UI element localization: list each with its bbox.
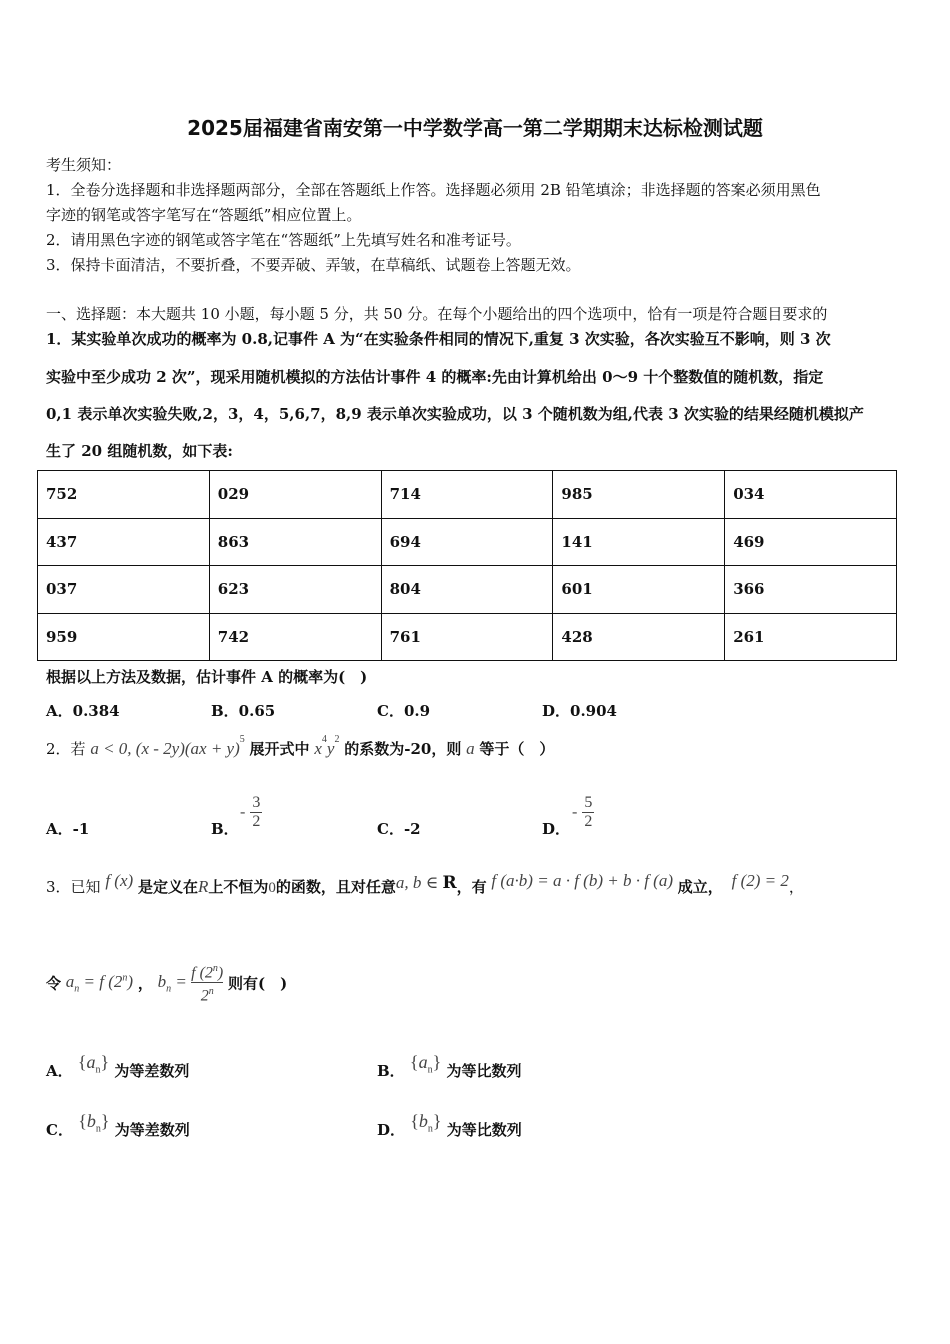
q2-exponent: 5 [239, 734, 245, 745]
den-text: 2 [200, 987, 209, 1005]
denominator: 2 [252, 813, 261, 830]
q3-sep: ， [137, 974, 153, 993]
notice-item-1a: 1．全卷分选择题和非选择题两部分，全部在答题纸上作答。选择题必须用 2B 铅笔填涂；非选择题的答案必须用黑色 [46, 181, 821, 199]
q2-option-c: C．-2 [377, 820, 421, 838]
notice-header: 考生须知： [46, 156, 122, 174]
page-title: 2025届福建省南安第一中学数学高一第二学期期末达标检测试题 [187, 116, 763, 140]
table-row [38, 613, 897, 661]
table-cell: 428 [553, 613, 725, 661]
table-cell: 985 [553, 471, 725, 519]
table-cell: 694 [381, 518, 553, 566]
denominator: 2 [584, 813, 593, 830]
q2-suffix: 的系数为-20，则 [344, 740, 462, 758]
table-row [38, 518, 897, 566]
q3-option-a [46, 1052, 190, 1084]
sequence-b: $\{b_n\}$ [78, 1111, 110, 1135]
q2-term-y: y [326, 739, 335, 758]
subscript-n: n [95, 1064, 101, 1076]
q2-term-x: x [314, 739, 322, 758]
table-cell: 261 [725, 613, 897, 661]
q3-let: 令 [46, 974, 62, 993]
q3-text-2: 上不恒为 [208, 878, 269, 896]
table-cell: 761 [381, 613, 553, 661]
bn-eq: = [171, 971, 192, 991]
minus-sign: - [572, 803, 578, 821]
q2-option-b-label: B． [211, 820, 239, 838]
q3-option-b [377, 1052, 522, 1084]
q3-equation: f (a·b) = a · f (b) + b · f (a) [491, 871, 674, 890]
q3-option-c [46, 1111, 190, 1143]
q2-option-b-value [240, 794, 262, 831]
sequence-a: $\{a_n\}$ [409, 1052, 442, 1076]
table-row [38, 471, 897, 519]
num-text: f (2 [191, 964, 213, 982]
random-number-table [37, 470, 897, 661]
q3-option-d [377, 1111, 522, 1143]
q3-an [65, 971, 134, 995]
numerator [191, 960, 223, 982]
q3-text-4: ，有 [456, 878, 487, 896]
q3-stem [46, 871, 804, 897]
q3-definition [46, 960, 287, 1020]
q2-stem [46, 734, 555, 759]
subscript-n: n [74, 983, 80, 995]
table-cell: 469 [725, 518, 897, 566]
q2-end: 等于（ ） [479, 740, 555, 758]
num-close: ) [217, 964, 224, 982]
subscript-n: n [427, 1064, 433, 1076]
option-label: D． [377, 1121, 406, 1139]
numerator: 3 [252, 794, 261, 811]
q3-then: 则有( ) [228, 974, 288, 993]
option-label: C． [46, 1121, 73, 1139]
q1-line-2: 实验中至少成功 2 次”，现采用随机模拟的方法估计事件 4 的概率:先由计算机给出 0～9 十个整数值的随机数，指定 [46, 368, 824, 386]
minus-sign: - [240, 803, 246, 821]
q2-option-a: A．-1 [46, 820, 90, 838]
table-cell: 742 [209, 613, 381, 661]
symbol-a: a [86, 1052, 96, 1072]
q1-line-4: 生了 20 组随机数，如下表: [46, 442, 233, 460]
table-cell: 034 [725, 471, 897, 519]
superscript-n: n [122, 971, 128, 983]
option-label: B． [377, 1062, 405, 1080]
q2-term-exp1: 4 [321, 734, 327, 745]
fraction [582, 794, 594, 831]
q3-f2: f (2) = 2 [731, 871, 789, 890]
q3-comma: ， [788, 878, 804, 896]
q2-prefix: 2．若 [46, 740, 86, 758]
option-text: 为等比数列 [446, 1121, 522, 1139]
table-cell: 804 [381, 566, 553, 614]
table-cell: 863 [209, 518, 381, 566]
denominator [191, 982, 223, 1005]
superscript-n: n [208, 986, 214, 998]
q2-option-d-value [572, 794, 594, 831]
q3-real-set: R [442, 873, 457, 893]
table-cell: 037 [38, 566, 210, 614]
table-cell: 752 [38, 471, 210, 519]
table-cell: 366 [725, 566, 897, 614]
option-text: 为等比数列 [446, 1062, 522, 1080]
symbol-b: b [86, 1111, 96, 1131]
table-cell: 623 [209, 566, 381, 614]
q3-text-3: 的函数，且对任意 [275, 878, 396, 896]
notice-item-2: 2．请用黑色字迹的钢笔或答字笔在“答题纸”上先填写姓名和准考证号。 [46, 231, 521, 249]
option-text: 为等差数列 [114, 1062, 190, 1080]
subscript-n: n [95, 1123, 101, 1135]
option-label: A． [46, 1062, 73, 1080]
q1-line-3: 0,1 表示单次实验失败,2，3，4，5,6,7，8,9 表示单次实验成功，以 3 个随机数为组,代表 3 次实验的结果经随机模拟产 [46, 405, 864, 423]
notice-item-1b: 字迹的钢笔或答字笔写在“答题纸”相应位置上。 [46, 206, 362, 224]
symbol-a: a [418, 1052, 428, 1072]
subscript-n: n [166, 983, 172, 995]
q1-option-c: C．0.9 [377, 702, 431, 720]
q1-option-b: B．0.65 [211, 702, 276, 720]
notice-item-3: 3．保持卡面清洁，不要折叠，不要弄破、弄皱，在草稿纸、试题卷上答题无效。 [46, 256, 581, 274]
table-cell: 141 [553, 518, 725, 566]
sequence-b: $\{b_n\}$ [410, 1111, 442, 1135]
q2-var: a [466, 739, 475, 758]
q2-term-exp2: 2 [334, 734, 340, 745]
q3-ab: a, b ∈ [395, 873, 443, 892]
sequence-a: $\{a_n\}$ [77, 1052, 110, 1076]
table-cell: 959 [38, 613, 210, 661]
q3-zero: 0 [268, 880, 276, 896]
symbol-a: a [65, 971, 75, 991]
table-row [38, 566, 897, 614]
an-close: ) [127, 971, 134, 991]
numerator: 5 [584, 794, 593, 811]
q2-condition: a < 0, (x - 2y)(ax + y) [90, 739, 240, 758]
option-text: 为等差数列 [114, 1121, 190, 1139]
q3-bn-fraction [191, 960, 223, 1006]
q3-text-5: 成立， [677, 878, 723, 896]
q1-question: 根据以上方法及数据，估计事件 A 的概率为( ) [46, 668, 368, 686]
q2-mid: 展开式中 [249, 740, 310, 758]
symbol-b: b [418, 1111, 428, 1131]
q3-bn [157, 971, 192, 995]
subscript-n: n [427, 1123, 433, 1135]
q1-option-a: A．0.384 [46, 702, 120, 720]
q1-option-d: D．0.904 [542, 702, 617, 720]
q2-option-d-label: D． [542, 820, 571, 838]
fraction [250, 794, 262, 831]
table-cell: 601 [553, 566, 725, 614]
superscript-n: n [212, 963, 218, 974]
q1-line-1: 1．某实验单次成功的概率为 0.8,记事件 A 为“在实验条件相同的情况下,重复 3 次实验，各次实验互不影响，则 3 次 [46, 330, 831, 348]
table-cell: 714 [381, 471, 553, 519]
table-cell: 437 [38, 518, 210, 566]
q3-fx: f (x) [105, 871, 134, 890]
section-heading: 一、选择题：本大题共 10 小题，每小题 5 分，共 50 分。在每个小题给出的四个选项中，恰有一项是符合题目要求的 [46, 305, 828, 323]
q3-domain: R [197, 877, 209, 896]
an-eq: = f (2 [79, 971, 123, 991]
table-cell: 029 [209, 471, 381, 519]
symbol-b: b [157, 971, 167, 991]
q3-prefix: 3．已知 [46, 878, 101, 896]
q3-text-1: 是定义在 [137, 878, 198, 896]
